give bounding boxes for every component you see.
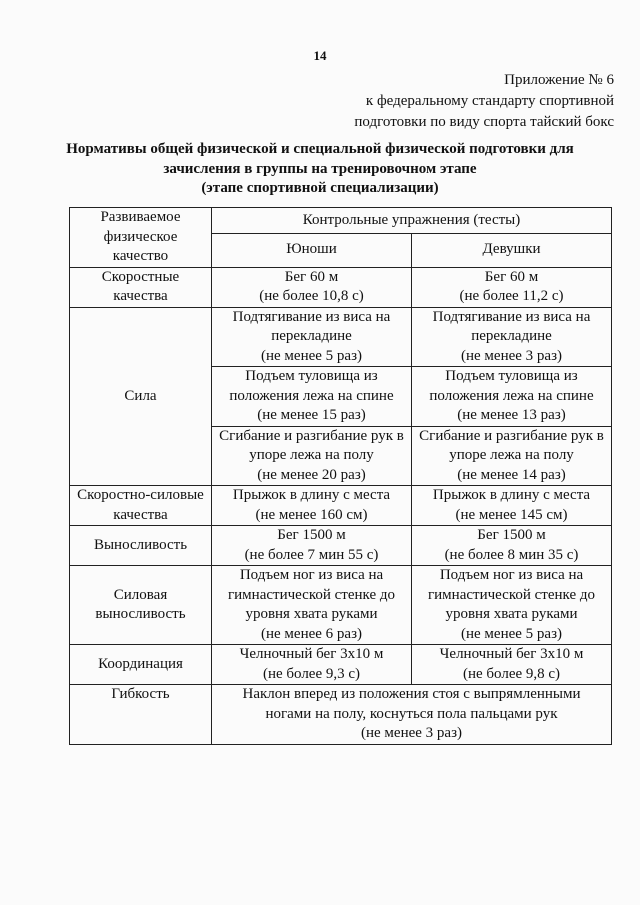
quality-endurance: Выносливость <box>70 526 212 566</box>
cell-girls <box>412 645 612 685</box>
cell-boys <box>212 645 412 685</box>
title-line-1: Нормативы общей физической и специальной физической подготовки для <box>66 141 574 157</box>
exercise-name: Бег 1500 м <box>277 527 346 543</box>
header-tests: Контрольные упражнения (тесты) <box>212 208 612 234</box>
norms-table <box>69 207 612 745</box>
quality-strength-endurance: Силовая выносливость <box>70 566 212 645</box>
exercise-norm: (не более 9,8 с) <box>462 665 561 682</box>
cell-girls <box>412 426 612 486</box>
header-boys: Юноши <box>212 233 412 267</box>
exercise-name: Челночный бег 3х10 м <box>239 646 384 662</box>
cell-both <box>212 685 612 745</box>
exercise-name: Сгибание и разгибание рук в упоре лежа на полу <box>419 427 604 463</box>
exercise-name: Бег 60 м <box>284 268 339 285</box>
exercise-norm: (не более 11,2 с) <box>459 288 564 304</box>
cell-girls <box>412 367 612 427</box>
cell-girls <box>412 307 612 367</box>
row-strength-endurance <box>70 566 612 645</box>
exercise-norm: (не менее 14 раз) <box>457 466 566 483</box>
exercise-norm: (не менее 20 раз) <box>257 466 366 483</box>
exercise-norm: (не более 10,8 с) <box>259 288 364 304</box>
cell-girls <box>412 566 612 645</box>
exercise-name: Бег 60 м <box>484 268 539 285</box>
exercise-norm: (не более 9,3 с) <box>262 665 361 682</box>
exercise-norm: (не менее 13 раз) <box>457 407 566 423</box>
exercise-norm: (не менее 3 раз) <box>461 347 563 364</box>
header-girls: Девушки <box>412 233 612 267</box>
exercise-name: Бег 1500 м <box>477 527 546 543</box>
exercise-name: Прыжок в длину с места <box>232 487 391 503</box>
quality-speed: Скоростные качества <box>70 267 212 307</box>
exercise-norm: (не менее 5 раз) <box>461 625 563 642</box>
header-quality: Развиваемое физическое качество <box>70 208 212 268</box>
row-speed <box>70 267 612 307</box>
exercise-norm: (не более 7 мин 55 с) <box>244 546 379 563</box>
exercise-name: Челночный бег 3х10 м <box>439 646 584 662</box>
exercise-name: Подтягивание из виса на перекладине <box>432 308 591 344</box>
exercise-name: Подъем туловища из положения лежа на спине <box>429 368 594 404</box>
exercise-name: Подтягивание из виса на перекладине <box>232 308 391 344</box>
exercise-norm: (не менее 6 раз) <box>260 625 362 642</box>
exercise-norm: (не менее 3 раз) <box>361 725 463 741</box>
row-flexibility <box>70 685 612 745</box>
title-line-3: (этапе спортивной специализации) <box>201 180 439 196</box>
exercise-norm: (не менее 145 см) <box>455 506 568 523</box>
appendix-header <box>354 70 614 133</box>
exercise-name: Подъем туловища из положения лежа на спине <box>229 368 394 404</box>
row-strength-pullup <box>70 307 612 367</box>
cell-boys <box>212 566 412 645</box>
exercise-name: Наклон вперед из положения стоя с выпрямленными ногами на полу, коснуться пола пальцами рук <box>242 686 581 722</box>
row-coordination <box>70 645 612 685</box>
exercise-name: Прыжок в длину с места <box>432 487 591 503</box>
header-row <box>70 208 612 234</box>
cell-boys <box>212 267 412 307</box>
quality-strength: Сила <box>70 307 212 486</box>
document-title <box>0 140 640 199</box>
cell-boys <box>212 486 412 526</box>
quality-flexibility: Гибкость <box>70 685 212 745</box>
exercise-name: Подъем ног из виса на гимнастической стенке до уровня хвата руками <box>228 567 395 622</box>
cell-boys <box>212 526 412 566</box>
exercise-norm: (не менее 15 раз) <box>257 407 366 423</box>
quality-speed-strength: Скоростно-силовые качества <box>70 486 212 526</box>
cell-boys <box>212 426 412 486</box>
title-line-2: зачисления в группы на тренировочном этапе <box>163 160 477 177</box>
appendix-line-3: подготовки по виду спорта тайский бокс <box>354 114 614 130</box>
exercise-name: Подъем ног из виса на гимнастической стенке до уровня хвата руками <box>428 567 595 622</box>
quality-coordination: Координация <box>70 645 212 685</box>
cell-girls <box>412 486 612 526</box>
exercise-norm: (не менее 5 раз) <box>260 347 362 364</box>
page-number: 14 <box>313 48 327 63</box>
cell-girls <box>412 526 612 566</box>
row-speed-strength <box>70 486 612 526</box>
exercise-norm: (не менее 160 см) <box>255 506 368 523</box>
cell-boys <box>212 367 412 427</box>
cell-boys <box>212 307 412 367</box>
appendix-line-1: Приложение № 6 <box>504 72 614 88</box>
cell-girls <box>412 267 612 307</box>
row-endurance <box>70 526 612 566</box>
appendix-line-2: к федеральному стандарту спортивной <box>365 93 614 109</box>
exercise-name: Сгибание и разгибание рук в упоре лежа на полу <box>219 427 404 463</box>
exercise-norm: (не более 8 мин 35 с) <box>444 546 579 563</box>
